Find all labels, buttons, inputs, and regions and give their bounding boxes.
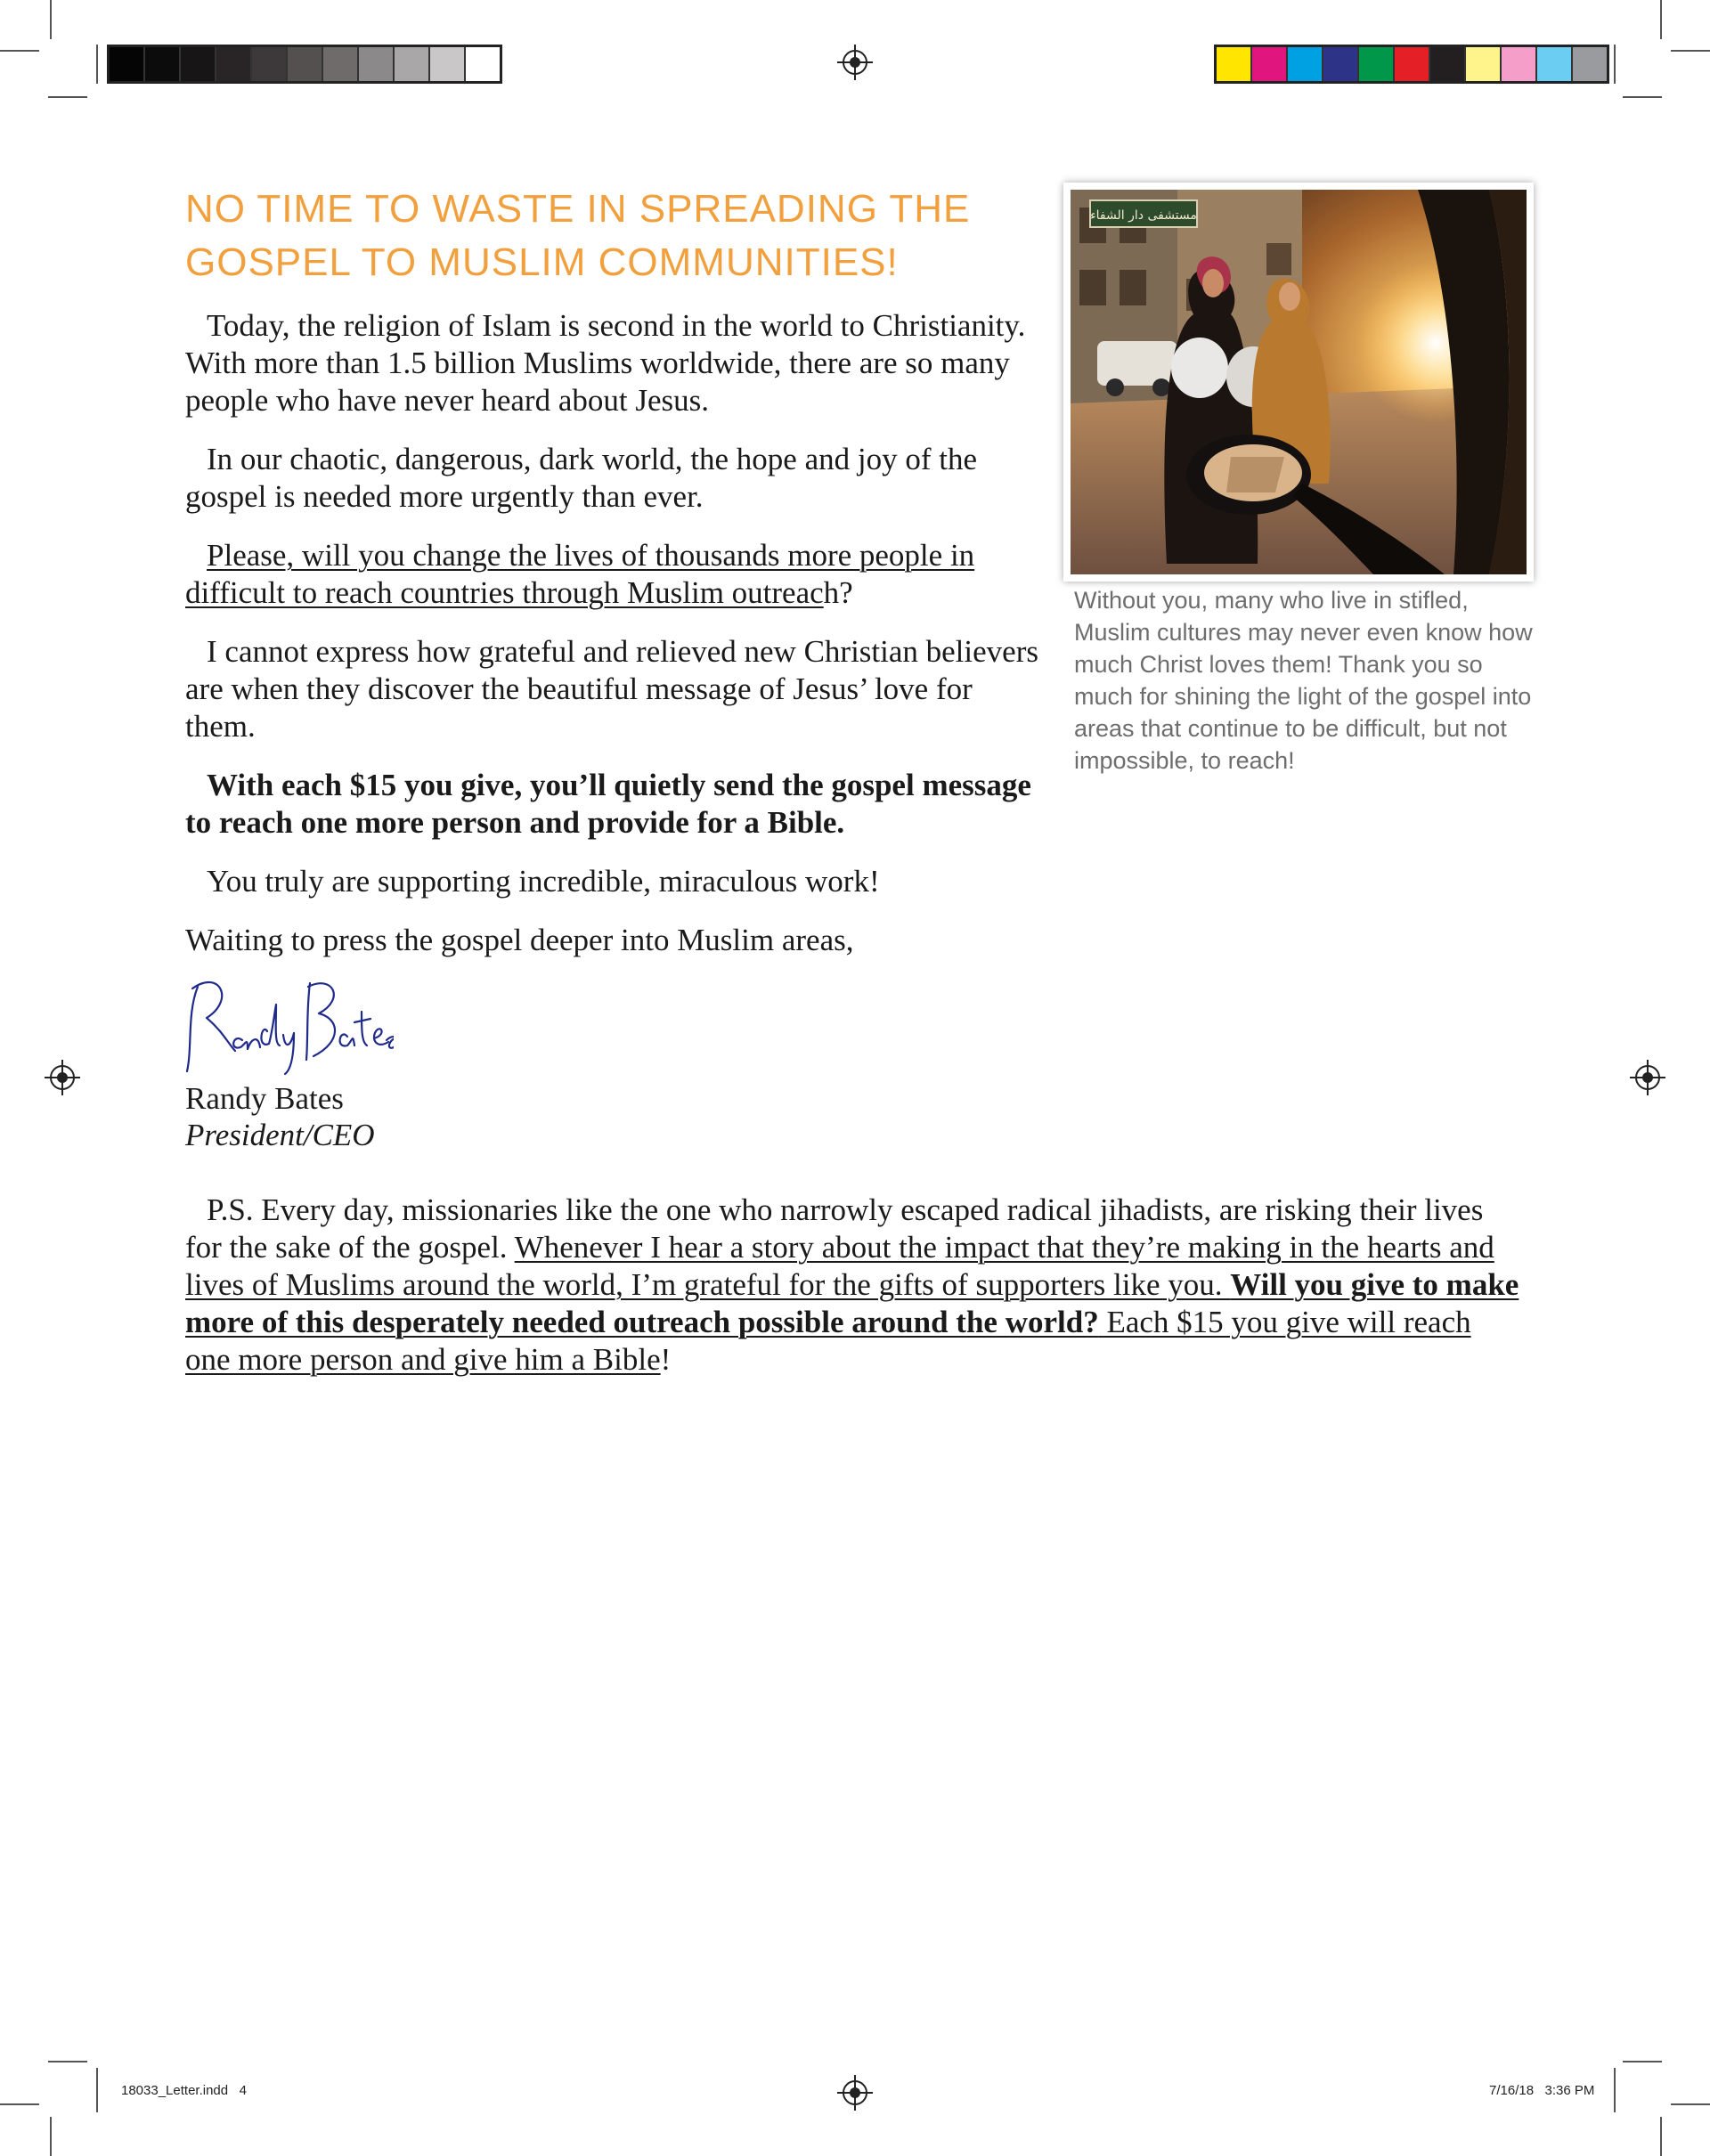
color-swatch	[250, 47, 286, 81]
color-swatch	[393, 47, 428, 81]
registration-mark-icon	[837, 45, 873, 80]
slug-filename: 18033_Letter.indd 4	[121, 2083, 247, 2098]
color-swatch	[1571, 47, 1607, 81]
page-title	[185, 183, 987, 289]
color-swatch	[357, 47, 393, 81]
paragraph-encouragement: You truly are supporting incredible, miraculous work!	[207, 864, 880, 899]
crop-mark	[1623, 96, 1662, 98]
photo-caption: Without you, many who live in stifled, Muslim cultures may never even know how much Christ loves them! Thank you so much for shining the light of the gospel into areas that continue to be difficult, but not impossible, to reach!	[1074, 587, 1533, 774]
crop-mark	[96, 2068, 98, 2112]
color-swatch	[1250, 47, 1286, 81]
crop-mark	[96, 45, 98, 84]
color-swatch	[1393, 47, 1429, 81]
color-swatch	[1286, 47, 1322, 81]
crop-mark	[50, 2117, 52, 2156]
crop-mark	[1671, 50, 1710, 52]
letter-body	[185, 307, 1040, 980]
registration-mark-icon	[1630, 1060, 1665, 1095]
color-swatch	[322, 47, 357, 81]
headline-line-1: NO TIME TO WASTE IN SPREADING THE	[185, 187, 971, 231]
color-swatch	[110, 47, 143, 81]
color-swatch	[1429, 47, 1464, 81]
ps-underlined-2: Each $15 you give will reach one more person and give him a Bible	[185, 1305, 1471, 1377]
ps-end: !	[660, 1342, 672, 1377]
color-swatch	[1500, 47, 1535, 81]
color-swatch	[464, 47, 500, 81]
color-swatch	[428, 47, 464, 81]
crop-mark	[1614, 45, 1616, 84]
crop-mark	[50, 0, 52, 39]
color-swatch	[143, 47, 179, 81]
ps-lead: P.S. Every day, missionaries like the one who narrowly escaped radical jihadists, are risking their lives for the sake of the gospel.	[185, 1192, 1484, 1265]
crop-mark	[1614, 2068, 1616, 2112]
crop-mark	[1623, 2061, 1662, 2062]
paragraph-islam-stats: Today, the religion of Islam is second in the world to Christianity. With more than 1.5 billion Muslims worldwide, there are so many people who have never heard about Jesus.	[185, 308, 1026, 418]
color-swatch	[215, 47, 250, 81]
crop-mark	[0, 2103, 39, 2105]
paragraph-ask	[185, 767, 1040, 842]
signer-title: President/CEO	[185, 1118, 375, 1152]
closing-line: Waiting to press the gospel deeper into Muslim areas,	[185, 923, 854, 957]
signer-block	[185, 1080, 375, 1153]
handwritten-signature	[180, 969, 394, 1085]
paragraph-gratitude: I cannot express how grateful and relieved new Christian believers are when they discover the beautiful message of Jesus’ love for them.	[185, 634, 1038, 744]
color-swatch	[1357, 47, 1393, 81]
paragraph-appeal	[185, 537, 1040, 612]
registration-mark-icon	[45, 1060, 80, 1095]
paragraph-dark-world: In our chaotic, dangerous, dark world, the hope and joy of the gospel is needed more urgently than ever.	[185, 442, 978, 514]
ps-underlined: Whenever I hear a story about the impact that they’re making in the hearts and lives of Muslims around the world, I’m grateful for the gifts of supporters like you.	[185, 1230, 1494, 1302]
color-swatch	[179, 47, 215, 81]
crop-mark	[48, 96, 87, 98]
color-swatch	[1217, 47, 1250, 81]
signer-name: Randy Bates	[185, 1081, 344, 1116]
crop-mark	[0, 50, 39, 52]
color-swatch	[1464, 47, 1500, 81]
process-color-bar	[1214, 45, 1609, 84]
color-swatch	[286, 47, 322, 81]
registration-mark-icon	[837, 2075, 873, 2111]
color-swatch	[1322, 47, 1357, 81]
color-swatch	[1535, 47, 1571, 81]
crop-mark	[1660, 0, 1662, 39]
photo-sign-text: مستشفى دار الشفاء	[1090, 208, 1197, 223]
postscript	[185, 1192, 1521, 1379]
crop-mark	[1660, 2117, 1662, 2156]
ps-bold-question: Will you give to make more of this desperately needed outreach possible around the world?	[185, 1267, 1519, 1339]
slug-timestamp: 7/16/18 3:36 PM	[1489, 2083, 1595, 2098]
appeal-underlined: Please, will you change the lives of thousands more people in difficult to reach countries through Muslim outreac	[185, 538, 975, 610]
headline-line-2: GOSPEL TO MUSLIM COMMUNITIES!	[185, 240, 899, 284]
grayscale-color-bar	[107, 45, 502, 84]
photo-frame	[1063, 183, 1534, 582]
crop-mark	[48, 2061, 87, 2062]
appeal-tail: h?	[823, 575, 853, 610]
ask-bold: With each $15 you give, you’ll quietly send the gospel message to reach one more person and provide for a Bible.	[185, 768, 1031, 840]
street-photo	[1071, 190, 1527, 574]
crop-mark	[1671, 2103, 1710, 2105]
